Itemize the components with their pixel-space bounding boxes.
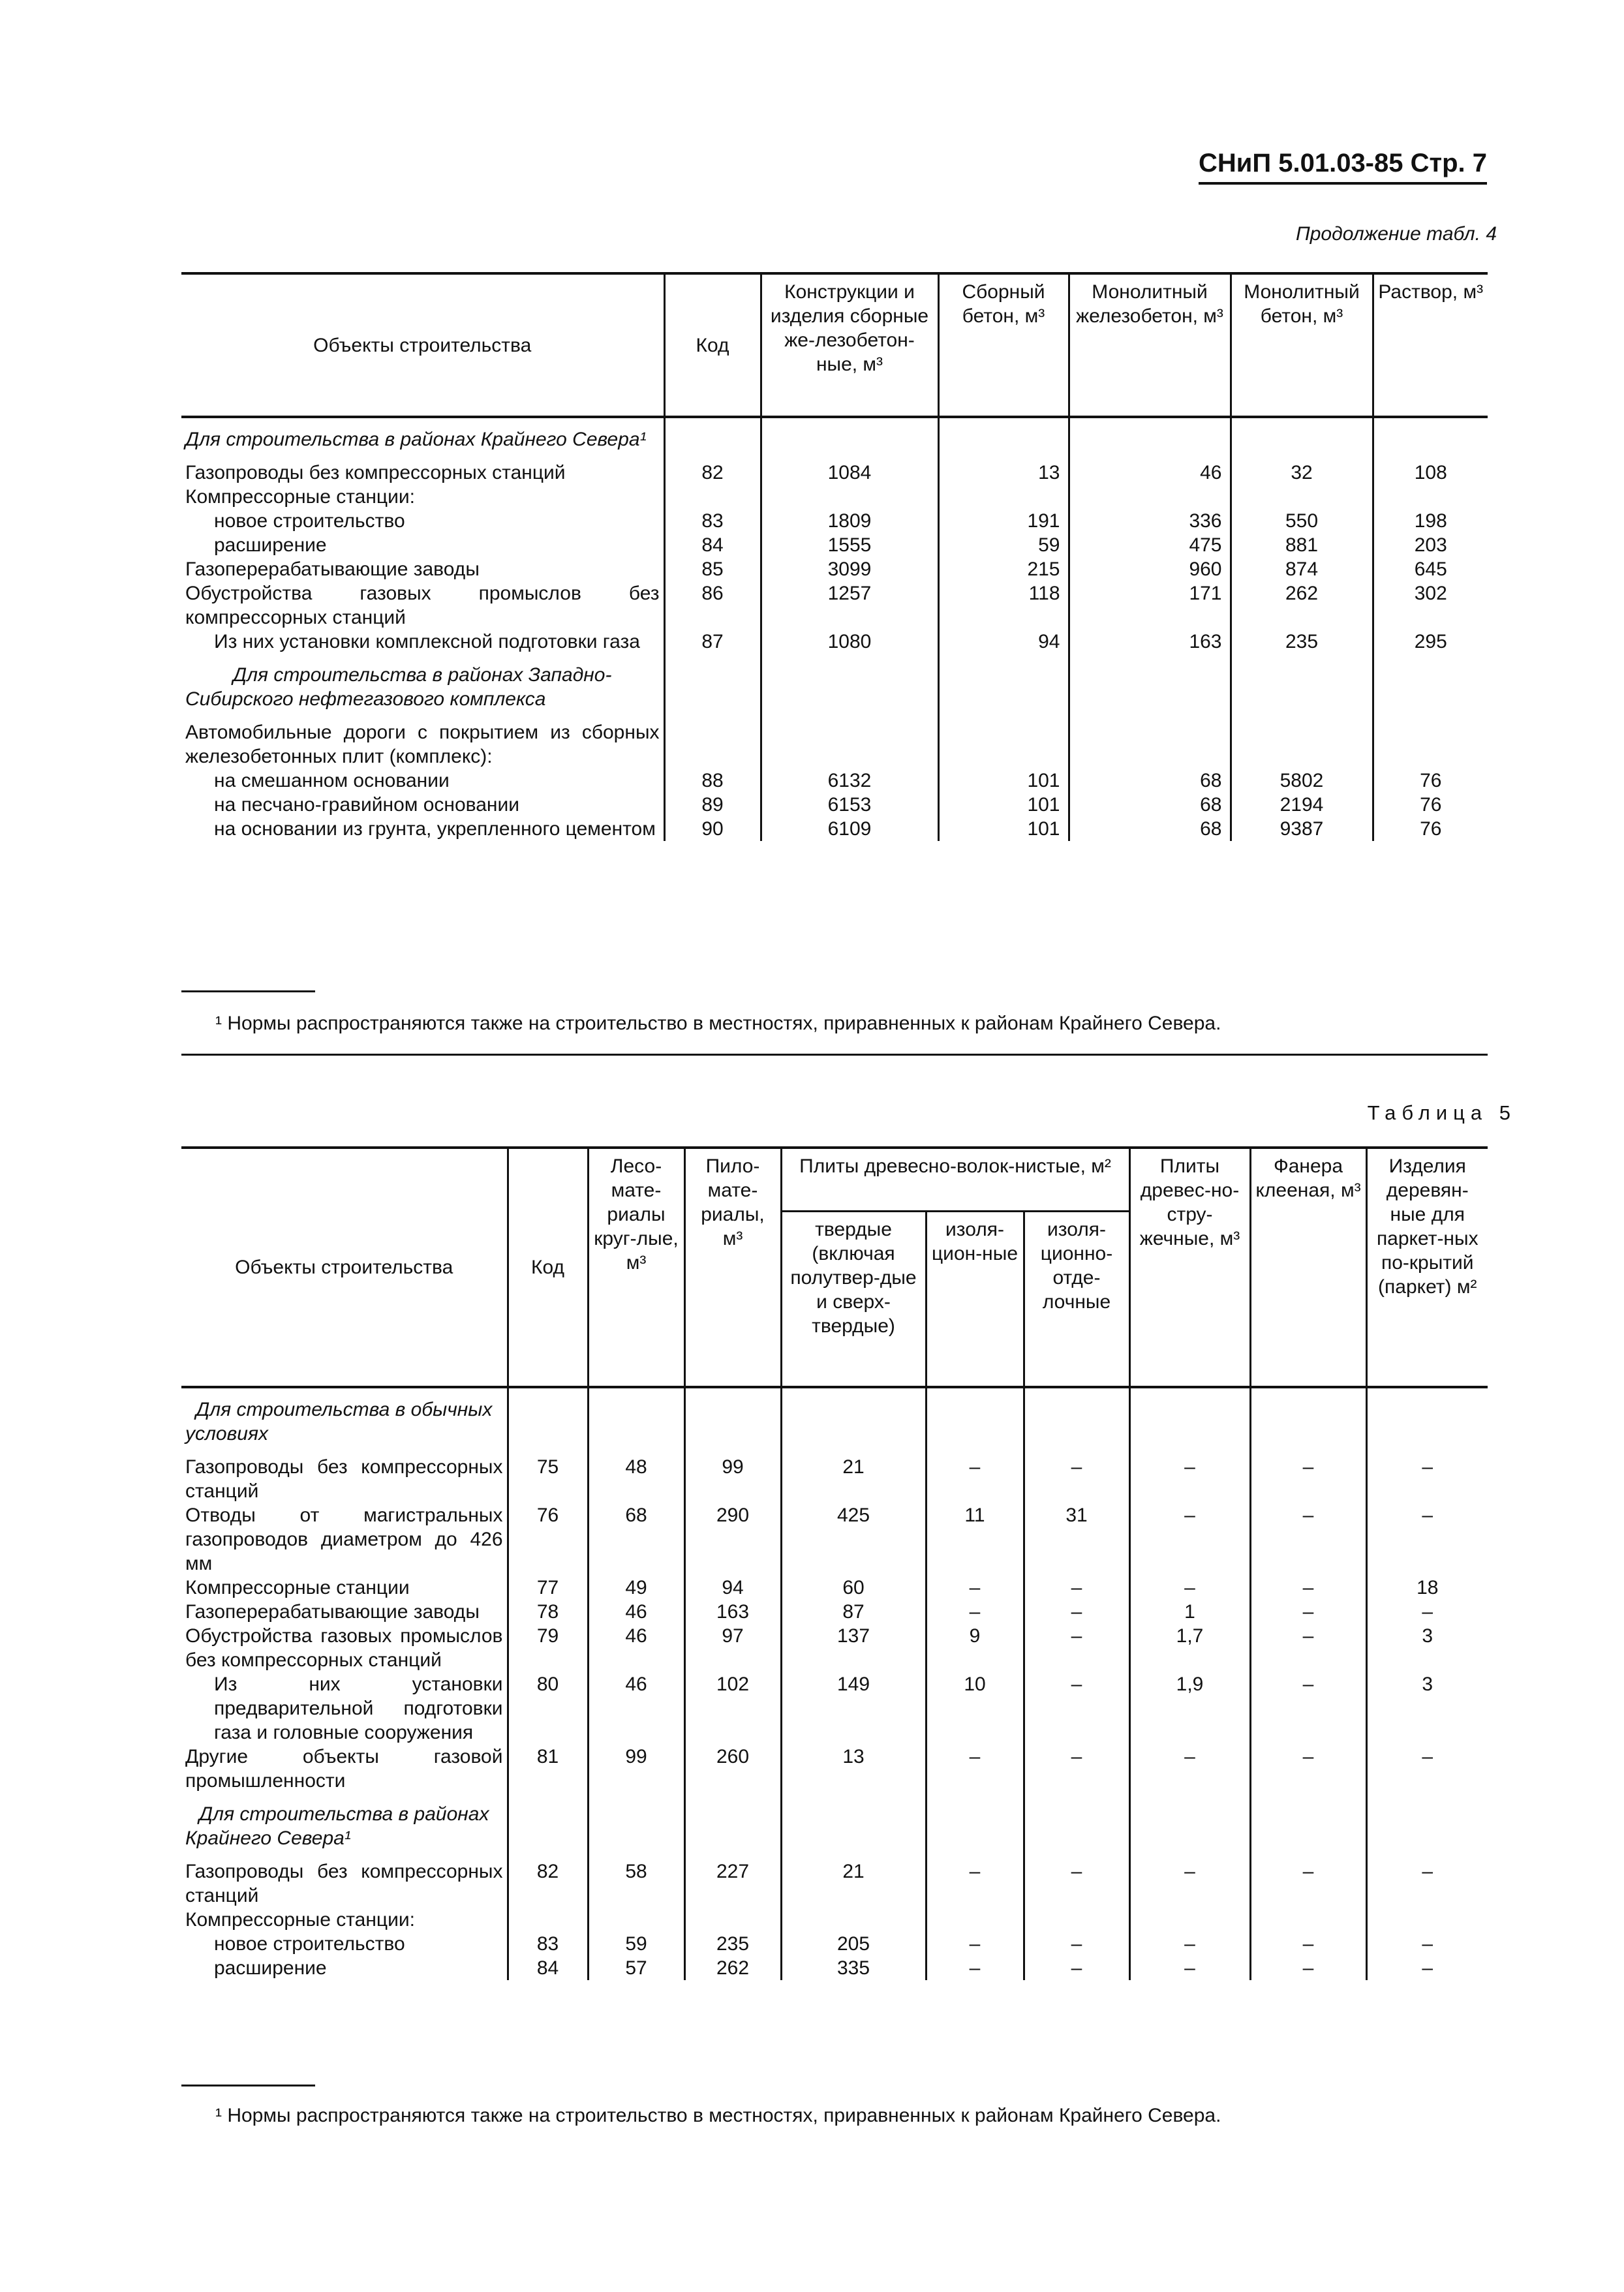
- value-cell: 13: [781, 1745, 926, 1793]
- value-cell: 21: [781, 1859, 926, 1908]
- value-cell: 3: [1366, 1672, 1488, 1745]
- value-cell: 59: [588, 1932, 684, 1956]
- value-cell: 235: [684, 1932, 781, 1956]
- table-row: [181, 1503, 1488, 1576]
- continuation-label: Продолжение табл. 4: [1296, 223, 1497, 245]
- row-name: Другие объекты газовой промышленности: [181, 1745, 508, 1793]
- value-cell: –: [1250, 1455, 1366, 1503]
- row-name: Газопроводы без компрессорных станций: [181, 1455, 508, 1503]
- value-cell: 87: [781, 1600, 926, 1624]
- value-cell: –: [1129, 1745, 1250, 1793]
- empty-cell: [926, 1793, 1024, 1859]
- empty-cell: [1231, 654, 1373, 720]
- table-4: [181, 272, 1488, 841]
- value-cell: 1: [1129, 1600, 1250, 1624]
- value-cell: 262: [1231, 581, 1373, 630]
- table-row: [181, 557, 1488, 581]
- value-cell: 163: [684, 1600, 781, 1624]
- table-row: [181, 793, 1488, 817]
- value-cell: 94: [684, 1576, 781, 1600]
- value-cell: –: [1024, 1932, 1129, 1956]
- empty-cell: [761, 417, 938, 461]
- value-cell: 99: [588, 1745, 684, 1793]
- table-row: [181, 1859, 1488, 1908]
- empty-cell: [1024, 1387, 1129, 1455]
- value-cell: 335: [781, 1956, 926, 1980]
- value-cell: [1231, 485, 1373, 509]
- value-cell: –: [1250, 1745, 1366, 1793]
- row-code: 77: [508, 1576, 588, 1600]
- empty-cell: [1069, 417, 1231, 461]
- row-name: Газопроводы без компрессорных станций: [181, 1859, 508, 1908]
- col-header-prefab: Конструкции и изделия сборные же-лезобетон-ные, м³: [761, 273, 938, 417]
- row-code: 82: [664, 461, 761, 485]
- table-row: [181, 1455, 1488, 1503]
- value-cell: 1,7: [1129, 1624, 1250, 1672]
- row-code: 84: [508, 1956, 588, 1980]
- row-name: на песчано-гравийном основании: [181, 793, 664, 817]
- row-name: новое строительство: [181, 509, 664, 533]
- row-name: Обустройства газовых промыслов без компрессорных станций: [181, 1624, 508, 1672]
- value-cell: 102: [684, 1672, 781, 1745]
- value-cell: 874: [1231, 557, 1373, 581]
- row-name: Из них установки комплексной подготовки газа: [181, 630, 664, 654]
- empty-cell: [938, 654, 1069, 720]
- value-cell: 336: [1069, 509, 1231, 533]
- value-cell: 60: [781, 1576, 926, 1600]
- col-header-precast-concrete: Сборный бетон, м³: [938, 273, 1069, 417]
- col-header-code: Код: [508, 1148, 588, 1387]
- value-cell: 290: [684, 1503, 781, 1576]
- value-cell: 101: [938, 769, 1069, 793]
- value-cell: 9: [926, 1624, 1024, 1672]
- value-cell: –: [1250, 1932, 1366, 1956]
- value-cell: 295: [1373, 630, 1488, 654]
- value-cell: –: [926, 1600, 1024, 1624]
- value-cell: 48: [588, 1455, 684, 1503]
- value-cell: 94: [938, 630, 1069, 654]
- value-cell: –: [1024, 1956, 1129, 1980]
- col-header-object: Объекты строительства: [181, 273, 664, 417]
- value-cell: [1231, 720, 1373, 769]
- row-name: Компрессорные станции:: [181, 1908, 508, 1932]
- value-cell: –: [1366, 1932, 1488, 1956]
- row-code: 80: [508, 1672, 588, 1745]
- value-cell: –: [1250, 1956, 1366, 1980]
- value-cell: –: [1024, 1455, 1129, 1503]
- value-cell: –: [1024, 1624, 1129, 1672]
- value-cell: 101: [938, 817, 1069, 841]
- value-cell: –: [1024, 1672, 1129, 1745]
- col-header-parquet: Изделия деревян-ные для паркет-ных по-крытий (паркет) м²: [1366, 1148, 1488, 1387]
- value-cell: 46: [1069, 461, 1231, 485]
- table-row: [181, 817, 1488, 841]
- value-cell: 68: [588, 1503, 684, 1576]
- row-name: Обустройства газовых промыслов без компрессорных станций: [181, 581, 664, 630]
- value-cell: 1,9: [1129, 1672, 1250, 1745]
- value-cell: 475: [1069, 533, 1231, 557]
- value-cell: –: [1250, 1600, 1366, 1624]
- value-cell: 10: [926, 1672, 1024, 1745]
- value-cell: 6132: [761, 769, 938, 793]
- row-name: расширение: [181, 533, 664, 557]
- value-cell: 6109: [761, 817, 938, 841]
- value-cell: 3: [1366, 1624, 1488, 1672]
- value-cell: 59: [938, 533, 1069, 557]
- value-cell: 302: [1373, 581, 1488, 630]
- value-cell: 18: [1366, 1576, 1488, 1600]
- value-cell: –: [1366, 1503, 1488, 1576]
- empty-cell: [1129, 1387, 1250, 1455]
- value-cell: 76: [1373, 793, 1488, 817]
- empty-cell: [1366, 1793, 1488, 1859]
- value-cell: –: [1024, 1600, 1129, 1624]
- value-cell: –: [1024, 1859, 1129, 1908]
- empty-cell: [508, 1387, 588, 1455]
- value-cell: –: [1366, 1745, 1488, 1793]
- footnote-rule: [181, 2085, 315, 2086]
- row-name: Компрессорные станции:: [181, 485, 664, 509]
- empty-cell: [1129, 1793, 1250, 1859]
- value-cell: 137: [781, 1624, 926, 1672]
- col-header-mortar: Раствор, м³: [1373, 273, 1488, 417]
- row-code: [664, 485, 761, 509]
- value-cell: 171: [1069, 581, 1231, 630]
- value-cell: 1084: [761, 461, 938, 485]
- col-header-fiberboard-group: Плиты древесно-волок-нистые, м²: [781, 1148, 1129, 1212]
- value-cell: 32: [1231, 461, 1373, 485]
- empty-cell: [588, 1387, 684, 1455]
- section-row: [181, 1387, 1488, 1455]
- value-cell: –: [1366, 1455, 1488, 1503]
- row-name: Автомобильные дороги с покрытием из сборных железобетонных плит (комплекс):: [181, 720, 664, 769]
- value-cell: [684, 1908, 781, 1932]
- empty-cell: [664, 654, 761, 720]
- section-title: Для строительства в обычных условиях: [181, 1387, 508, 1455]
- table-row: [181, 533, 1488, 557]
- value-cell: 6153: [761, 793, 938, 817]
- footnote-table5: ¹ Нормы распространяются также на строительство в местностях, приравненных к районам Крайнего Севера.: [215, 2105, 1221, 2126]
- value-cell: 68: [1069, 793, 1231, 817]
- row-name: Компрессорные станции: [181, 1576, 508, 1600]
- table-row: [181, 1956, 1488, 1980]
- table-row: [181, 1745, 1488, 1793]
- table-row: [181, 1624, 1488, 1672]
- value-cell: 11: [926, 1503, 1024, 1576]
- row-code: [508, 1908, 588, 1932]
- value-cell: 227: [684, 1859, 781, 1908]
- value-cell: –: [926, 1455, 1024, 1503]
- value-cell: 101: [938, 793, 1069, 817]
- row-name: на основании из грунта, укрепленного цементом: [181, 817, 664, 841]
- value-cell: [1366, 1908, 1488, 1932]
- row-name: Из них установки предварительной подготовки газа и головные сооружения: [181, 1672, 508, 1745]
- empty-cell: [781, 1387, 926, 1455]
- table-5: [181, 1146, 1488, 1980]
- value-cell: 215: [938, 557, 1069, 581]
- row-code: 87: [664, 630, 761, 654]
- value-cell: –: [1129, 1956, 1250, 1980]
- value-cell: 262: [684, 1956, 781, 1980]
- value-cell: [761, 485, 938, 509]
- value-cell: 99: [684, 1455, 781, 1503]
- row-name: на смешанном основании: [181, 769, 664, 793]
- row-name: Отводы от магистральных газопроводов диаметром до 426 мм: [181, 1503, 508, 1576]
- value-cell: 191: [938, 509, 1069, 533]
- value-cell: 881: [1231, 533, 1373, 557]
- row-code: 83: [508, 1932, 588, 1956]
- value-cell: 260: [684, 1745, 781, 1793]
- value-cell: 1080: [761, 630, 938, 654]
- empty-cell: [926, 1387, 1024, 1455]
- value-cell: 3099: [761, 557, 938, 581]
- row-code: 86: [664, 581, 761, 630]
- footnote-rule: [181, 990, 315, 992]
- value-cell: –: [1366, 1600, 1488, 1624]
- value-cell: 235: [1231, 630, 1373, 654]
- table-row: [181, 461, 1488, 485]
- section-row: [181, 1793, 1488, 1859]
- value-cell: –: [926, 1932, 1024, 1956]
- section-separator: [181, 1054, 1488, 1056]
- value-cell: 46: [588, 1624, 684, 1672]
- section-title: Для строительства в районах Крайнего Севера¹: [181, 1793, 508, 1859]
- row-code: 78: [508, 1600, 588, 1624]
- value-cell: –: [1250, 1576, 1366, 1600]
- value-cell: –: [1250, 1859, 1366, 1908]
- value-cell: 2194: [1231, 793, 1373, 817]
- value-cell: 960: [1069, 557, 1231, 581]
- col-header-round-timber: Лесо-мате-риалы круг-лые, м³: [588, 1148, 684, 1387]
- empty-cell: [1373, 417, 1488, 461]
- table-row: [181, 1908, 1488, 1932]
- value-cell: –: [1129, 1503, 1250, 1576]
- row-name: Газопроводы без компрессорных станций: [181, 461, 664, 485]
- value-cell: 49: [588, 1576, 684, 1600]
- empty-cell: [664, 417, 761, 461]
- row-code: 85: [664, 557, 761, 581]
- col-header-fb-insulating-finishing: изоля-ционно-отде-лочные: [1024, 1212, 1129, 1388]
- empty-cell: [508, 1793, 588, 1859]
- table-row: [181, 485, 1488, 509]
- table-row: [181, 630, 1488, 654]
- value-cell: –: [1129, 1455, 1250, 1503]
- value-cell: 76: [1373, 817, 1488, 841]
- row-code: 82: [508, 1859, 588, 1908]
- value-cell: –: [1024, 1745, 1129, 1793]
- value-cell: [938, 485, 1069, 509]
- col-header-particle-board: Плиты древес-но-стру-жечные, м³: [1129, 1148, 1250, 1387]
- value-cell: [588, 1908, 684, 1932]
- value-cell: –: [1250, 1624, 1366, 1672]
- empty-cell: [1069, 654, 1231, 720]
- row-code: 81: [508, 1745, 588, 1793]
- value-cell: 13: [938, 461, 1069, 485]
- row-code: 79: [508, 1624, 588, 1672]
- value-cell: [1129, 1908, 1250, 1932]
- row-name: Газоперерабатывающие заводы: [181, 1600, 508, 1624]
- table-row: [181, 1932, 1488, 1956]
- value-cell: –: [1129, 1576, 1250, 1600]
- value-cell: 68: [1069, 817, 1231, 841]
- value-cell: 31: [1024, 1503, 1129, 1576]
- value-cell: 163: [1069, 630, 1231, 654]
- row-code: 89: [664, 793, 761, 817]
- table-row: [181, 720, 1488, 769]
- value-cell: 68: [1069, 769, 1231, 793]
- value-cell: [1024, 1908, 1129, 1932]
- value-cell: 97: [684, 1624, 781, 1672]
- value-cell: –: [1129, 1932, 1250, 1956]
- col-header-fb-insulating: изоля-цион-ные: [926, 1212, 1024, 1388]
- empty-cell: [1250, 1793, 1366, 1859]
- value-cell: –: [1366, 1956, 1488, 1980]
- empty-cell: [761, 654, 938, 720]
- value-cell: –: [1366, 1859, 1488, 1908]
- value-cell: 645: [1373, 557, 1488, 581]
- value-cell: 5802: [1231, 769, 1373, 793]
- row-name: расширение: [181, 1956, 508, 1980]
- table-row: [181, 1600, 1488, 1624]
- value-cell: 58: [588, 1859, 684, 1908]
- table-row: [181, 581, 1488, 630]
- empty-cell: [684, 1793, 781, 1859]
- row-code: 75: [508, 1455, 588, 1503]
- value-cell: 1809: [761, 509, 938, 533]
- section-title: Для строительства в районах Крайнего Севера¹: [181, 417, 664, 461]
- value-cell: 21: [781, 1455, 926, 1503]
- col-header-monolithic-concrete: Монолитный бетон, м³: [1231, 273, 1373, 417]
- value-cell: [1069, 720, 1231, 769]
- value-cell: [938, 720, 1069, 769]
- row-code: [664, 720, 761, 769]
- section-row: [181, 417, 1488, 461]
- footnote-table4: ¹ Нормы распространяются также на строительство в местностях, приравненных к районам Крайнего Севера.: [215, 1013, 1221, 1034]
- value-cell: [1373, 720, 1488, 769]
- value-cell: –: [1250, 1672, 1366, 1745]
- table-row: [181, 1672, 1488, 1745]
- col-header-object: Объекты строительства: [181, 1148, 508, 1387]
- value-cell: 108: [1373, 461, 1488, 485]
- value-cell: –: [1250, 1503, 1366, 1576]
- empty-cell: [1373, 654, 1488, 720]
- empty-cell: [1250, 1387, 1366, 1455]
- value-cell: 550: [1231, 509, 1373, 533]
- table-row: [181, 1576, 1488, 1600]
- value-cell: –: [926, 1576, 1024, 1600]
- value-cell: 203: [1373, 533, 1488, 557]
- empty-cell: [781, 1793, 926, 1859]
- row-name: новое строительство: [181, 1932, 508, 1956]
- table5-label: Таблица 5: [1367, 1101, 1516, 1124]
- row-code: 90: [664, 817, 761, 841]
- value-cell: 46: [588, 1600, 684, 1624]
- value-cell: [926, 1908, 1024, 1932]
- value-cell: –: [926, 1859, 1024, 1908]
- value-cell: 1555: [761, 533, 938, 557]
- value-cell: [761, 720, 938, 769]
- row-code: 76: [508, 1503, 588, 1576]
- value-cell: 149: [781, 1672, 926, 1745]
- row-code: 83: [664, 509, 761, 533]
- col-header-plywood: Фанера клееная, м³: [1250, 1148, 1366, 1387]
- empty-cell: [684, 1387, 781, 1455]
- value-cell: 198: [1373, 509, 1488, 533]
- value-cell: 57: [588, 1956, 684, 1980]
- row-code: 88: [664, 769, 761, 793]
- empty-cell: [1024, 1793, 1129, 1859]
- value-cell: 9387: [1231, 817, 1373, 841]
- value-cell: 1257: [761, 581, 938, 630]
- value-cell: [1069, 485, 1231, 509]
- empty-cell: [938, 417, 1069, 461]
- section-row: [181, 654, 1488, 720]
- section-title: Для строительства в районах Западно-Сибирского нефтегазового комплекса: [181, 654, 664, 720]
- table-row: [181, 769, 1488, 793]
- col-header-sawn-timber: Пило-мате-риалы, м³: [684, 1148, 781, 1387]
- value-cell: –: [926, 1745, 1024, 1793]
- value-cell: [1373, 485, 1488, 509]
- row-name: Газоперерабатывающие заводы: [181, 557, 664, 581]
- col-header-code: Код: [664, 273, 761, 417]
- value-cell: 118: [938, 581, 1069, 630]
- value-cell: –: [1024, 1576, 1129, 1600]
- value-cell: [1250, 1908, 1366, 1932]
- page-reference: СНиП 5.01.03-85 Стр. 7: [1199, 149, 1487, 185]
- col-header-monolithic-rc: Монолитный железобетон, м³: [1069, 273, 1231, 417]
- value-cell: –: [926, 1956, 1024, 1980]
- table-row: [181, 509, 1488, 533]
- empty-cell: [588, 1793, 684, 1859]
- value-cell: 46: [588, 1672, 684, 1745]
- empty-cell: [1231, 417, 1373, 461]
- value-cell: [781, 1908, 926, 1932]
- value-cell: 205: [781, 1932, 926, 1956]
- value-cell: 76: [1373, 769, 1488, 793]
- value-cell: 425: [781, 1503, 926, 1576]
- row-code: 84: [664, 533, 761, 557]
- value-cell: –: [1129, 1859, 1250, 1908]
- col-header-fb-hard: твердые (включая полутвер-дые и сверх-твердые): [781, 1212, 926, 1388]
- empty-cell: [1366, 1387, 1488, 1455]
